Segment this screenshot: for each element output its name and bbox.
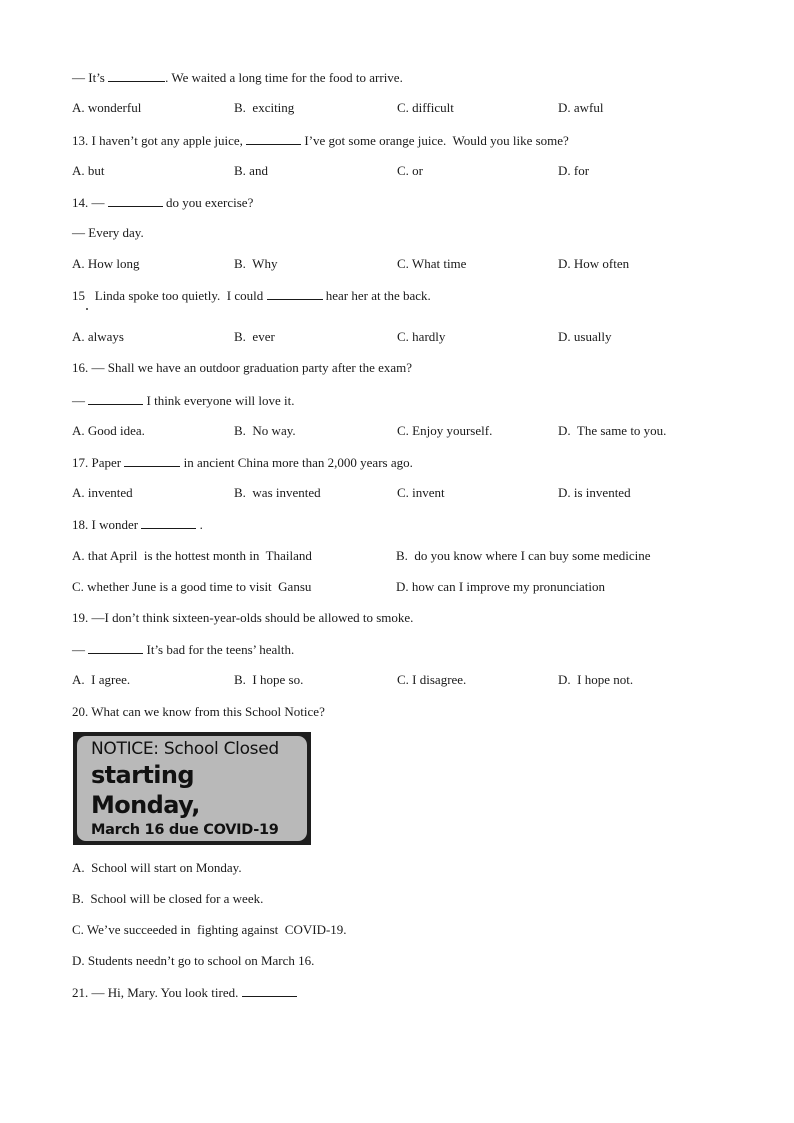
- answer-blank: [141, 516, 196, 529]
- q19-option-a: A. I agree.: [72, 672, 131, 687]
- answer-blank: [267, 287, 323, 300]
- notice-line-2: starting Monday,: [91, 760, 200, 819]
- q18-stem: 18. I wonder .: [72, 517, 203, 532]
- answer-blank: [88, 641, 143, 654]
- answer-blank: [246, 132, 301, 145]
- q16-question: 16. — Shall we have an outdoor graduation party after the exam?: [72, 360, 413, 375]
- school-notice-image: [73, 732, 311, 845]
- q20-option-a: A. School will start on Monday.: [72, 860, 242, 875]
- q14-answer-line: — Every day.: [72, 225, 144, 240]
- answer-blank: [108, 69, 165, 82]
- q17-option-c: C. invent: [397, 485, 445, 500]
- q19-option-b: B. I hope so.: [234, 672, 304, 687]
- q12-option-a: A. wonderful: [72, 100, 142, 115]
- notice-sign: [77, 736, 307, 841]
- notice-line-3: March 16 due COVID-19: [91, 821, 279, 838]
- q17-option-a: A. invented: [72, 485, 133, 500]
- q19-question: 19. —I don’t think sixteen-year-olds should be allowed to smoke.: [72, 610, 414, 625]
- q15-stem: 15 Linda spoke too quietly. I could hear her at the back.: [72, 288, 431, 303]
- q14-option-b: B. Why: [234, 256, 278, 271]
- q12-option-b: B. exciting: [234, 100, 295, 115]
- q16-option-a: A. Good idea.: [72, 423, 145, 438]
- q20-option-d: D. Students needn’t go to school on March 16.: [72, 953, 315, 968]
- q16-option-d: D. The same to you.: [558, 423, 667, 438]
- q13-option-d: D. for: [558, 163, 590, 178]
- answer-blank: [108, 194, 163, 207]
- answer-blank: [242, 984, 297, 997]
- q14-option-d: D. How often: [558, 256, 630, 271]
- q16-option-c: C. Enjoy yourself.: [397, 423, 493, 438]
- q19-option-c: C. I disagree.: [397, 672, 467, 687]
- q20-question: 20. What can we know from this School Notice?: [72, 704, 325, 719]
- q18-option-c: C. whether June is a good time to visit Gansu: [72, 579, 312, 594]
- q15-option-d: D. usually: [558, 329, 612, 344]
- q15-option-c: C. hardly: [397, 329, 446, 344]
- q18-option-b: B. do you know where I can buy some medicine: [396, 548, 651, 563]
- q12-option-c: C. difficult: [397, 100, 454, 115]
- q20-option-c: C. We’ve succeeded in fighting against COVID-19.: [72, 922, 347, 937]
- q19-option-d: D. I hope not.: [558, 672, 634, 687]
- answer-blank: [124, 454, 180, 467]
- q17-stem: 17. Paper in ancient China more than 2,000 years ago.: [72, 455, 413, 470]
- stray-dot: [86, 308, 88, 310]
- q16-option-b: B. No way.: [234, 423, 296, 438]
- q14-stem: 14. — do you exercise?: [72, 195, 254, 210]
- q17-option-d: D. is invented: [558, 485, 631, 500]
- q18-option-d: D. how can I improve my pronunciation: [396, 579, 606, 594]
- q18-option-a: A. that April is the hottest month in Thailand: [72, 548, 312, 563]
- q15-option-a: A. always: [72, 329, 124, 344]
- q17-option-b: B. was invented: [234, 485, 321, 500]
- q12-stem: — It’s . We waited a long time for the food to arrive.: [72, 70, 403, 85]
- q19-stem: — It’s bad for the teens’ health.: [72, 642, 295, 657]
- q13-option-b: B. and: [234, 163, 268, 178]
- notice-line-1: NOTICE: School Closed: [91, 738, 279, 759]
- q13-option-a: A. but: [72, 163, 105, 178]
- q14-option-c: C. What time: [397, 256, 467, 271]
- q13-stem: 13. I haven’t got any apple juice, I’ve got some orange juice. Would you like some?: [72, 133, 569, 148]
- q14-option-a: A. How long: [72, 256, 140, 271]
- q21-stem: 21. — Hi, Mary. You look tired.: [72, 984, 297, 1001]
- q20-option-b: B. School will be closed for a week.: [72, 891, 264, 906]
- q15-option-b: B. ever: [234, 329, 275, 344]
- answer-blank: [88, 392, 143, 405]
- q16-stem: — I think everyone will love it.: [72, 393, 295, 408]
- q12-option-d: D. awful: [558, 100, 604, 115]
- q13-option-c: C. or: [397, 163, 423, 178]
